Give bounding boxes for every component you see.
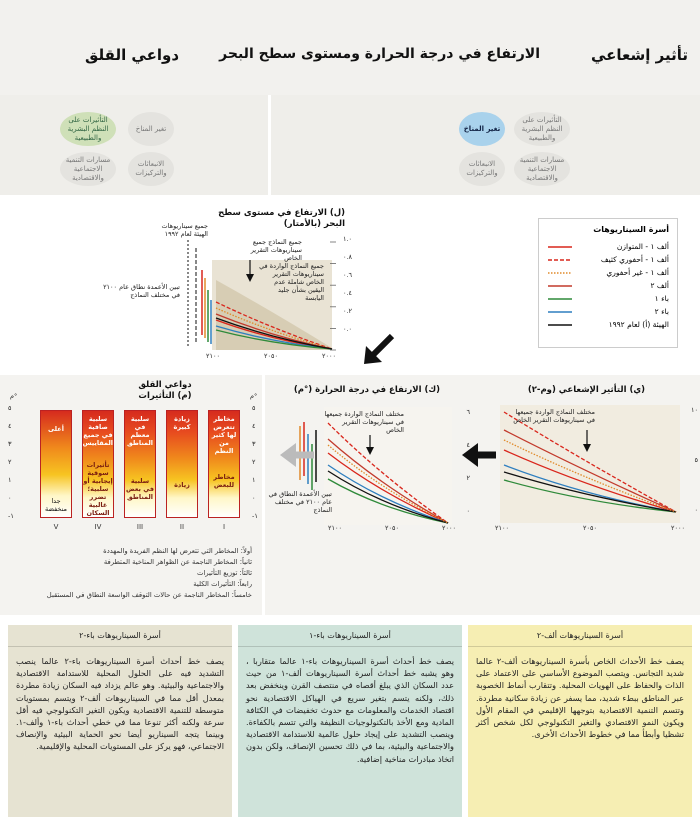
numeral-II: II [179, 523, 185, 531]
legend-swatch [547, 244, 573, 250]
bar-III-top: سلبية في معظم المناطق [126, 415, 154, 447]
temp-note: مختلف النماذج الواردة جميعها في سيناريوهات التقرير الخاص [324, 410, 404, 434]
band-divider [268, 95, 271, 195]
legend-swatch [547, 309, 573, 315]
concern-bar-III [124, 410, 156, 518]
concern-bar-II [166, 410, 198, 518]
forcing-note: مختلف النماذج الواردة جميعها في سيناريوهات التقرير الخاص [513, 408, 595, 424]
legend-item [547, 318, 669, 331]
legend-item [547, 279, 669, 292]
box-a2-body: يصف خط الأحداث الخاص بأسرة السيناريوهات ألف-٢ عالما شديد التجانس. ويتصب الموضوع الأساسي على الاعتماد على الذات والحفاظ على الهويات المحلية. وتتقارب أنماط الخصوبة عبر المناطق ببطء شديد، مما يسفر عن زيادة سكانية مطردة. وتتسم التنمية الاقتصادية بتوجهها الإقليمي في المقام الأول ويكون النمو الاقتصادي والتغير التكنولوجي لكل شخص أكثر تشظيا وأبطأ مما في خطوط الأحداث الأخرى. [476, 656, 684, 740]
forcing-title: (ي) التأثير الإشعاعي (وم-٢) [527, 385, 645, 395]
legend-label: باء ٢ [654, 307, 669, 316]
sea-note-all-1992: جميع سيناريوهات الهيئة لعام ١٩٩٢ [161, 222, 208, 238]
forcing-y-ticks: ١٠ ٥ ٠ [691, 406, 698, 514]
legend-item [547, 253, 669, 266]
title-temperature-sea-level: الارتفاع في درجة الحرارة ومستوى سطح البحر [219, 46, 540, 62]
numeral-IV: IV [94, 523, 102, 531]
note-5: خامساً: المخاطر الناجمة عن حالات التوقف الواسعة النطاق في المستقبل [46, 591, 252, 599]
sea-note-envelope: جميع النماذج الواردة في سيناريوهات التقرير الخاص شاملة عدم اليقين بشأن جليد اليابسة [259, 262, 324, 302]
bar-I-top: مخاطر تتعرض لها كثير من النظم [211, 415, 237, 455]
bubble-emissions-right: الانبعاثات والتركيزات [459, 152, 505, 186]
bubble-emissions-left: الانبعاثات والتركيزات [128, 152, 174, 186]
numeral-I: I [222, 523, 226, 531]
concern-bar-V [40, 410, 72, 518]
legend-swatch [547, 296, 573, 302]
box-b2 [8, 625, 232, 817]
forcing-x-ticks: ٢١٠٠ ٢٠٥٠ ٢٠٠٠ [495, 524, 685, 532]
sea-note-models: جميع النماذج جميع سيناريوهات التقرير الخاص [250, 238, 302, 262]
bar-V-top: أعلى [48, 425, 64, 433]
concerns-title: دواعي القلق (م) التأثيرات [138, 380, 192, 401]
bar-IV-bottom: تأثيرات سوقية إيجابية أو سلبية؛ تضرر غالبية السكان [83, 461, 113, 517]
sea-x-ticks: ٢١٠٠ ٢٠٥٠ ٢٠٠٠ [206, 352, 336, 360]
box-b1 [238, 625, 462, 817]
title-radiative-forcing: تأثير إشعاعي [591, 46, 688, 64]
note-1: أولاً: المخاطر التي تتعرض لها النظم الفريدة والمهددة [103, 547, 252, 555]
legend-item [547, 240, 669, 253]
legend-label: ألف ١ - المتوازن [616, 242, 669, 251]
legend-item [547, 305, 669, 318]
sea-note-bars: تبين الأعمدة نطاق عام ٢١٠٠ في مختلف النماذج [103, 283, 180, 299]
box-b2-heading: أسرة السيناريوهات باء-٢ [8, 625, 232, 647]
legend-title: أسرة السيناريوهات [593, 225, 669, 234]
box-b1-body: يصف خط أحداث أسرة السيناريوهات باء-١ عالما متقاربا ، وهو يشبه خط أحداث أسرة السيناريوهات ألف-١ من حيث عدد السكان الذي يبلغ أقصاه في منتصف القرن وينخفض بعد ذلك، ولكنه يتسم بتغير سريع في الهياكل الاقتصادية نحو اقتصاد الخدمات والمعلومات مع حدوث تخفيضات في الكثافة المادية ومع الأخذ بالتكنولوجيات النظيفة والتي تتسم بالكفاءة. وينصب التشديد على إيجاد حلول عالمية للاستدامة الاقتصادية والاجتماعية والبيئية، بما في ذلك تحسين الإنصاف، ولكن بدون اتخاذ مبادرات مناخية إضافية. [246, 656, 455, 764]
temp-y-ticks: ٦ ٤ ٢ ٠ [466, 408, 470, 515]
box-b2-body: يصف خط أحداث أسرة السيناريوهات باء-٢ عالما ينصب التشديد فيه على الحلول المحلية للاستدامة الاقتصادية والاجتماعية والبيئية. وهو عالم يزداد فيه السكان زيادة مطردة بمعدل أقل مما في السيناريوهات ألف-٢ ويتسم بمستويات متوسطة للتنمية الاقتصادية ويكون التغير التكنولوجي فيه أقل سرعة ولكنه أكثر تنوعا مما في خطي أحداث باء-١ وألف-١. وبينما يتجه السيناريو أيضا نحو الحماية البيئية والإنصاف الاجتماعي، فهو يركز على المستويات المحلية والإقليمية. [16, 656, 225, 752]
concerns-unit-left: °م [10, 392, 18, 400]
bubble-development-right: مسارات التنمية الاجتماعية والاقتصادية [514, 152, 570, 186]
note-3: ثالثاً: توزيع التأثيرات [196, 569, 252, 577]
numeral-V: V [53, 523, 59, 531]
concern-bar-IV [82, 410, 114, 518]
box-b1-heading: أسرة السيناريوهات باء-١ [238, 625, 462, 647]
box-a2 [468, 625, 692, 817]
bar-I-bottom: مخاطر للبعض [213, 473, 235, 489]
legend-label: ألف ١ - غير أحفوري [606, 268, 669, 277]
concerns-y-ticks-left: ٥ ٤ ٣ ٢ ١ ٠ -١ [8, 404, 14, 520]
concerns-notes [7, 546, 252, 601]
bubble-climate-change-right: تغير المناخ [459, 112, 505, 146]
sea-y-ticks: ١.٠ ٠.٨ ٠.٦ ٠.٤ ٠.٢ ٠.٠ [342, 235, 352, 333]
bubble-development-left: مسارات التنمية الاجتماعية والاقتصادية [60, 152, 116, 186]
legend-swatch [547, 283, 573, 289]
bubble-impacts-left: التأثيرات على النظم البشرية والطبيعية [60, 112, 116, 146]
numeral-III: III [136, 523, 144, 531]
scenario-legend [538, 218, 678, 348]
legend-item [547, 292, 669, 305]
temp-note-bars: تبين الأعمدة النطاق في عام ٢١٠٠ في مختلف النماذج [268, 490, 332, 514]
legend-swatch [547, 322, 573, 328]
temp-x-ticks: ٢١٠٠ ٢٠٥٠ ٢٠٠٠ [328, 524, 456, 532]
legend-swatch [547, 270, 573, 276]
title-concerns: دواعي القلق [85, 46, 180, 64]
bar-V-bottom: جدا منخفضة [44, 497, 68, 513]
bar-III-bottom: سلبية في بعض المناطق [125, 477, 155, 501]
note-2: ثانياً: المخاطر الناجمة عن الظواهر المناخية المتطرفة [103, 558, 252, 566]
temperature-title: (ك) الارتفاع في درجة الحرارة (°م) [293, 385, 440, 395]
concerns-unit-right: °م [250, 392, 258, 400]
arrow-temp-to-concerns [280, 442, 316, 468]
bubble-impacts-right: التأثيرات على النظم البشرية والطبيعية [514, 112, 570, 146]
sea-level-title: (ل) الارتفاع في مستوى سطح البحر (بالأمتار) [218, 208, 345, 229]
legend-label: الهيئة (أ) لعام ١٩٩٢ [608, 320, 669, 329]
bar-IV-top: سلبية صافية في جميع المقاييس [82, 415, 113, 447]
legend-label: ألف ٢ [650, 281, 669, 290]
bar-II-top: زيادة كبيرة [173, 415, 191, 431]
legend-label: باء ١ [654, 294, 669, 303]
concern-bar-I [208, 410, 240, 518]
arrow-to-concerns [362, 332, 396, 366]
legend-rows [547, 240, 669, 331]
box-a2-heading: أسرة السيناريوهات ألف-٢ [468, 625, 692, 647]
legend-swatch [547, 257, 573, 263]
bar-II-bottom: زيادة [174, 481, 190, 489]
bubble-climate-change-left: تغير المناخ [128, 112, 174, 146]
legend-item [547, 266, 669, 279]
note-4: رابعاً: التأثيرات الكلية [193, 580, 252, 588]
concerns-y-ticks-right: ٥ ٤ ٣ ٢ ١ ٠ -١ [252, 404, 258, 520]
legend-label: ألف ١ - أحفوري كثيف [600, 255, 669, 264]
